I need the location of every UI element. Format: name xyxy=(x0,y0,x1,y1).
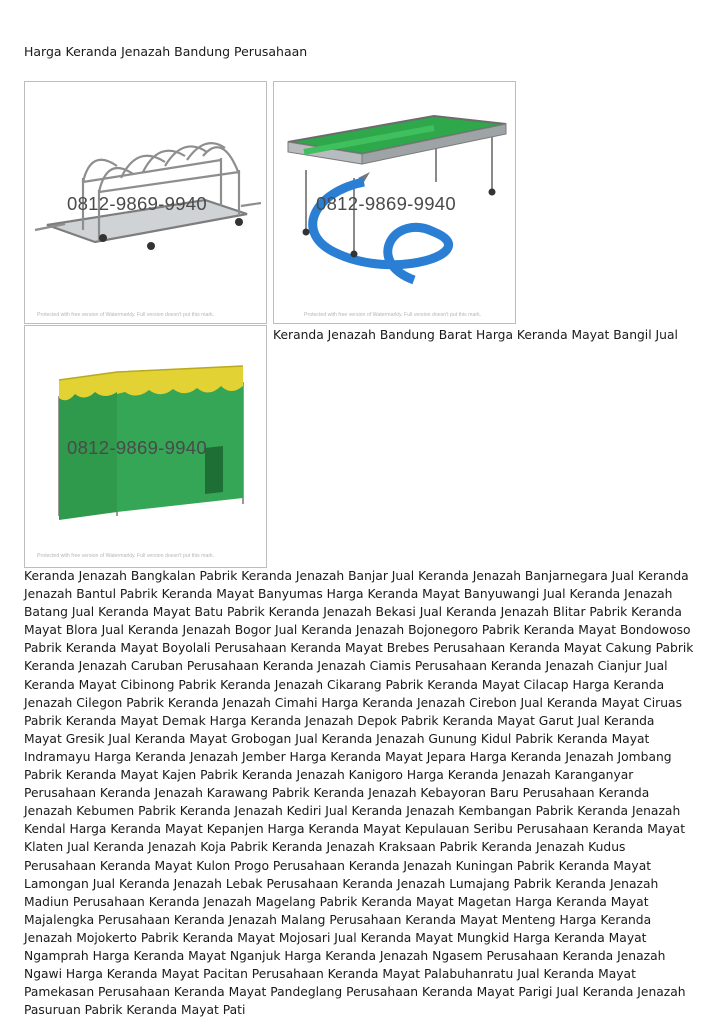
product-image-keranda-frame[interactable] xyxy=(24,81,267,324)
watermark-notice: Protected with free version of Watermarkly. Full version doesn't put this mark. xyxy=(37,312,215,318)
product-image-washing-table[interactable] xyxy=(273,81,516,324)
phone-number-watermark: 0812-9869-9940 xyxy=(67,193,207,214)
watermark-notice: Protected with free version of Watermarkly. Full version doesn't put this mark. xyxy=(304,312,482,318)
image-caption: Keranda Jenazah Bandung Barat Harga Keranda Mayat Bangil Jual xyxy=(273,328,678,342)
watermark-notice: Protected with free version of Watermarkly. Full version doesn't put this mark. xyxy=(37,553,215,559)
body-paragraph: Keranda Jenazah Bangkalan Pabrik Keranda Jenazah Banjar Jual Keranda Jenazah Banjarnegara Jual Keranda Jenazah Bantul Pabrik Keranda Mayat Banyumas Harga Keranda Mayat Banyuwangi Jual Keranda Jenazah Batang Jual Keranda Mayat Batu Pabrik Keranda Jenazah Bekasi Jual Keranda Jenazah Blitar Pabrik Keranda Mayat Blora Jual Keranda Jenazah Bogor Jual Keranda Jenazah Bojonegoro Pabrik Keranda Mayat Bondowoso Pabrik Keranda Mayat Boyolali Perusahaan Keranda Mayat Brebes Perusahaan Keranda Mayat Cakung Pabrik Keranda Jenazah Caruban Perusahaan Keranda Jenazah Ciamis Perusahaan Keranda Jenazah Cianjur Jual Keranda Mayat Cibinong Pabrik Keranda Jenazah Cikarang Pabrik Keranda Mayat Cilacap Harga Keranda Jenazah Cilegon Pabrik Keranda Jenazah Cimahi Harga Keranda Jenazah Cirebon Jual Keranda Mayat Ciruas Pabrik Keranda Mayat Demak Harga Keranda Jenazah Depok Pabrik Keranda Mayat Garut Jual Keranda Mayat Gresik Jual Keranda Mayat Grobogan Jual Keranda Jenazah Gunung Kidul Pabrik Keranda Mayat Indramayu Harga Keranda Jenazah Jember Harga Keranda Mayat Jepara Harga Keranda Jenazah Jombang Pabrik Keranda Mayat Kajen Pabrik Keranda Jenazah Kanigoro Harga Keranda Jenazah Karanganyar Perusahaan Keranda Jenazah Karawang Pabrik Keranda Jenazah Kebayoran Baru Perusahaan Keranda Jenazah Kebumen Pabrik Keranda Jenazah Kediri Jual Keranda Jenazah Kembangan Pabrik Keranda Jenazah Kendal Harga Keranda Mayat Kepanjen Harga Keranda Mayat Kepulauan Seribu Perusahaan Keranda Mayat Klaten Jual Keranda Jenazah Koja Pabrik Keranda Jenazah Kraksaan Pabrik Keranda Jenazah Kudus Perusahaan Keranda Mayat Kulon Progo Perusahaan Keranda Jenazah Kuningan Pabrik Keranda Mayat Lamongan Jual Keranda Jenazah Lebak Perusahaan Keranda Jenazah Lumajang Pabrik Keranda Jenazah Madiun Perusahaan Keranda Jenazah Magelang Pabrik Keranda Mayat Magetan Harga Keranda Mayat Majalengka Perusahaan Keranda Jenazah Malang Perusahaan Keranda Mayat Menteng Harga Keranda Jenazah Mojokerto Pabrik Keranda Mayat Mojosari Jual Keranda Mayat Mungkid Harga Keranda Mayat Ngamprah Harga Keranda Mayat Nganjuk Harga Keranda Jenazah Ngasem Perusahaan Keranda Jenazah Ngawi Harga Keranda Mayat Pacitan Perusahaan Keranda Mayat Palabuhanratu Jual Keranda Mayat Pamekasan Perusahaan Keranda Mayat Pandeglang Perusahaan Keranda Mayat Parigi Jual Keranda Jenazah Pasuruan Pabrik Keranda Mayat Pati xyxy=(24,569,694,1018)
phone-number-watermark: 0812-9869-9940 xyxy=(67,437,207,458)
page-title: Harga Keranda Jenazah Bandung Perusahaan xyxy=(24,44,308,59)
phone-number-watermark: 0812-9869-9940 xyxy=(316,193,456,214)
product-image-tent[interactable] xyxy=(24,325,267,568)
